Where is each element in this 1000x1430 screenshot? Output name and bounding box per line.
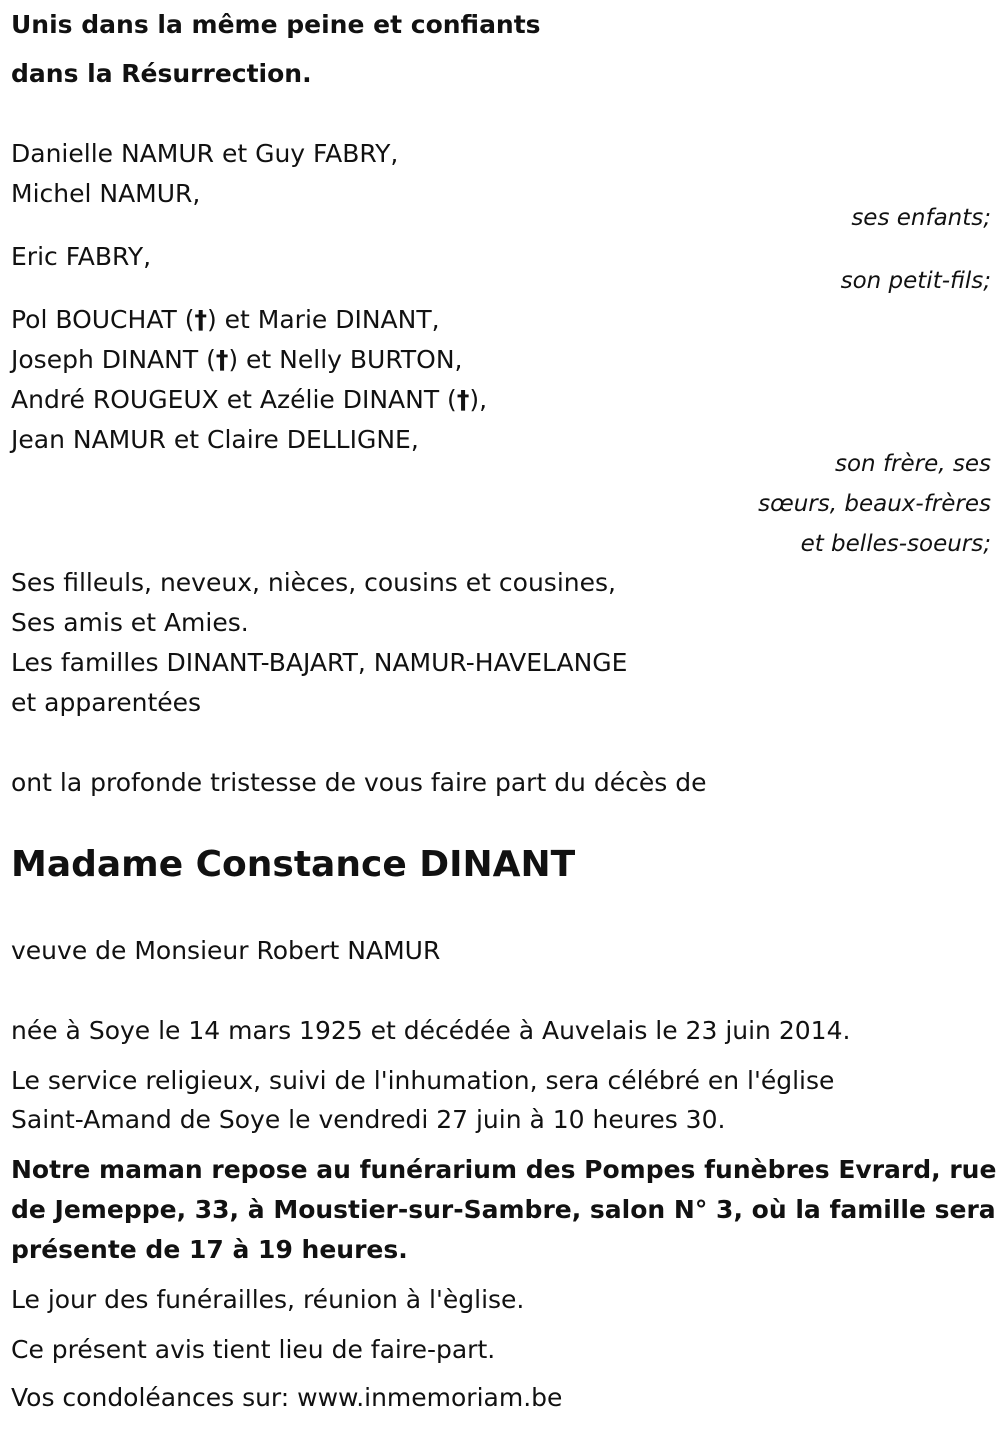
siblings-role-line-2: sœurs, beaux-frères [758,491,991,517]
sibling-text: ), [469,385,488,414]
sibling-text: Pol BOUCHAT ( [11,305,195,334]
others-line-3: Les familles DINANT-BAJART, NAMUR-HAVELANGE [11,648,628,677]
others-line-2: Ses amis et Amies. [11,608,249,637]
heading-line-2: dans la Résurrection. [11,59,312,88]
funerarium-line-3: présente de 17 à 19 heures. [11,1235,408,1264]
birth-death: née à Soye le 14 mars 1925 et décédée à Auvelais le 23 juin 2014. [11,1016,851,1045]
children-role: ses enfants; [851,205,991,231]
sibling-line [11,345,463,375]
sibling-text: ) et Nelly BURTON, [228,345,463,374]
siblings-role-line-3: et belles-soeurs; [800,531,991,557]
child-line-1: Danielle NAMUR et Guy FABRY, [11,139,399,168]
heading-line-1: Unis dans la même peine et confiants [11,10,541,39]
sibling-line [11,305,440,335]
cross-icon: † [194,305,207,334]
sibling-text: Jean NAMUR et Claire DELLIGNE, [11,425,419,454]
funerarium-line-1: Notre maman repose au funérarium des Pompes funèbres Evrard, rue [11,1155,997,1184]
announcement: ont la profonde tristesse de vous faire part du décès de [11,768,707,797]
others-line-4: et apparentées [11,688,202,717]
sibling-line [11,425,419,455]
deceased-name: Madame Constance DINANT [11,844,576,885]
widow-of: veuve de Monsieur Robert NAMUR [11,936,441,965]
condolences: Vos condoléances sur: www.inmemoriam.be [11,1383,563,1412]
child-line-2: Michel NAMUR, [11,179,201,208]
siblings-role-line-1: son frère, ses [835,451,991,477]
sibling-text: ) et Marie DINANT, [206,305,440,334]
service-line-1: Le service religieux, suivi de l'inhumation, sera célébré en l'église [11,1066,835,1095]
cross-icon: † [456,385,470,414]
others-line-1: Ses filleuls, neveux, nièces, cousins et cousines, [11,568,616,597]
funerarium-line-2: de Jemeppe, 33, à Moustier-sur-Sambre, salon N° 3, où la famille sera [11,1195,996,1224]
service-line-2: Saint-Amand de Soye le vendredi 27 juin à 10 heures 30. [11,1105,726,1134]
sibling-text: André ROUGEUX et Azélie DINANT ( [11,385,457,414]
sibling-text: Joseph DINANT ( [11,345,216,374]
sibling-line [11,385,487,415]
notice: Ce présent avis tient lieu de faire-part. [11,1335,496,1364]
cross-icon: † [215,345,229,374]
grandson-line: Eric FABRY, [11,242,152,271]
meeting: Le jour des funérailles, réunion à l'èglise. [11,1285,525,1314]
grandson-role: son petit-fils; [840,268,991,294]
